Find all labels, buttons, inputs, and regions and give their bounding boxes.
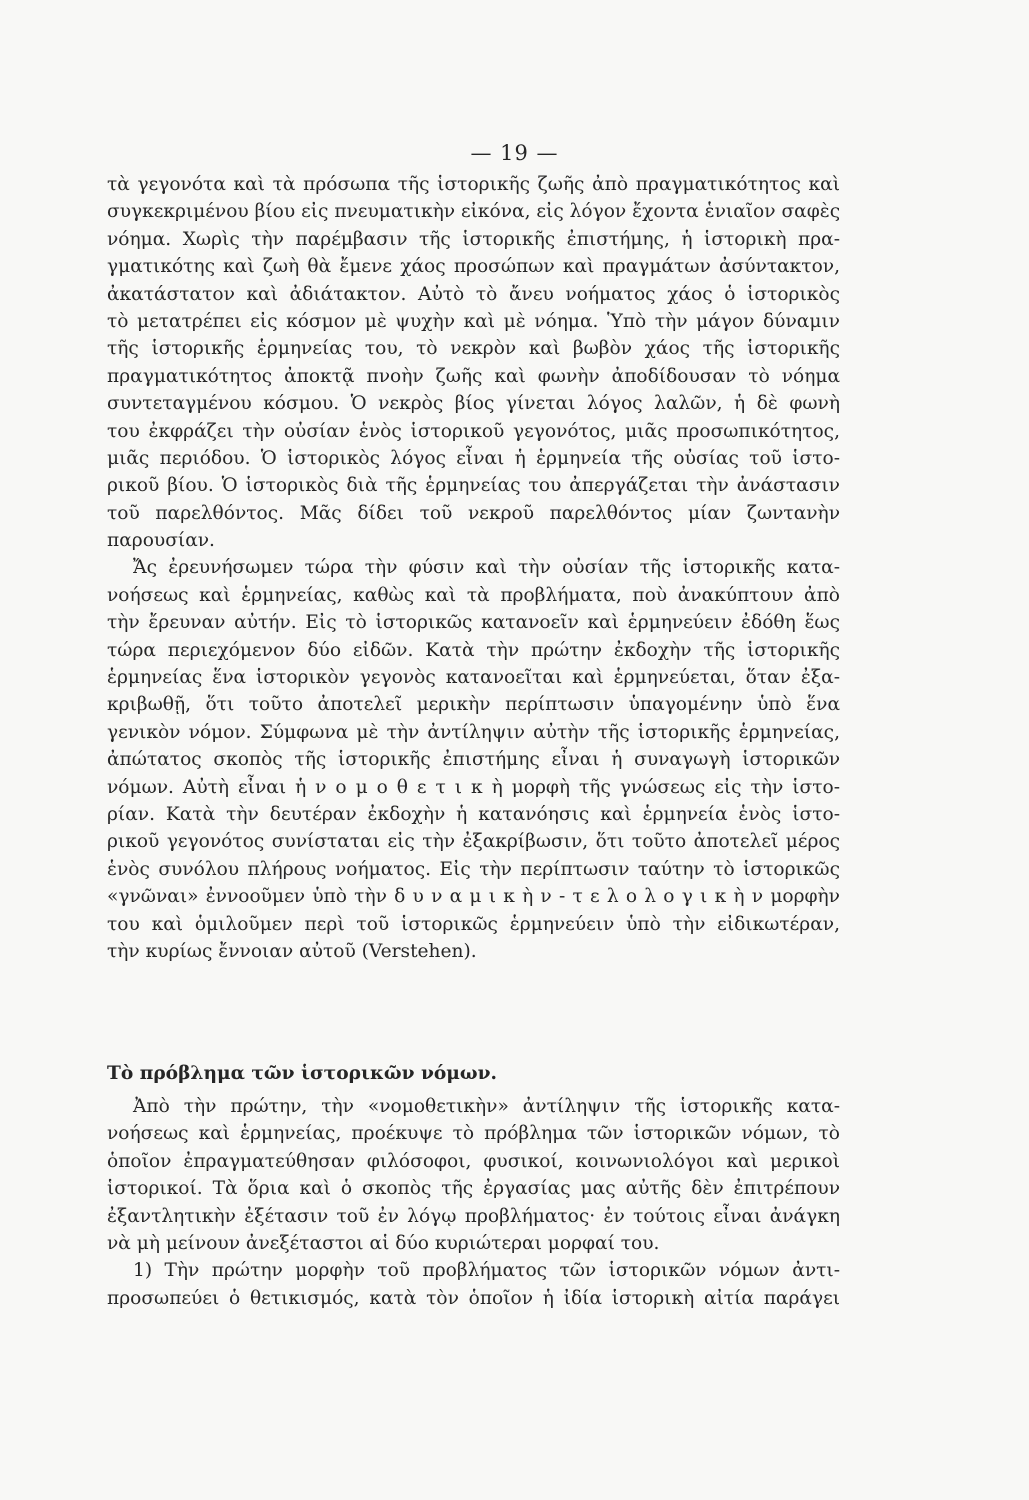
page-number: — 19 — bbox=[470, 141, 559, 165]
text-line: «γνῶναι» ἐννοοῦμεν ὑπὸ τὴν δ υ ν α μ ι κ ὴ ν - τ ε λ ο λ ο γ ι κ ὴ ν μορφὴν bbox=[107, 886, 840, 908]
text-line: Ἀπὸ τὴν πρώτην, τὴν «νομοθετικὴν» ἀντίληψιν τῆς ἱστορικῆς κατα- bbox=[133, 1096, 840, 1117]
text-line: νὰ μὴ μείνουν ἀνεξέταστοι αἱ δύο κυριώτεραι μορφαί του. bbox=[107, 1232, 660, 1254]
text-line: ρικοῦ βίου. Ὁ ἱστορικὸς διὰ τῆς ἑρμηνείας του ἀπεργάζεται τὴν ἀνάστασιν bbox=[107, 475, 840, 497]
text-line: τὸ μετατρέπει εἰς κόσμον μὲ ψυχὴν καὶ μὲ νόημα. Ὑπὸ τὴν μάγον δύναμιν bbox=[107, 310, 840, 332]
text-line: συγκεκριμένου βίου εἰς πνευματικὴν εἰκόνα, εἰς λόγον ἔχοντα ἑνιαῖον σαφὲς bbox=[107, 201, 841, 223]
text-line: ἑνὸς συνόλου πλήρους νοήματος. Εἰς τὴν περίπτωσιν ταύτην τὸ ἱστορικῶς bbox=[107, 858, 840, 880]
text-line: παρουσίαν. bbox=[107, 530, 215, 552]
text-line: τὴν ἔρευναν αὐτήν. Εἰς τὸ ἱστορικῶς κατανοεῖν καὶ ἑρμηνεύειν ἐδόθη ἕως bbox=[107, 612, 840, 634]
text-line: του ἐκφράζει τὴν οὐσίαν ἑνὸς ἱστορικοῦ γεγονότος, μιᾶς προσωπικότητος, bbox=[107, 420, 840, 442]
paragraphs-block-2 bbox=[107, 1093, 840, 1312]
paragraphs-block-1 bbox=[107, 171, 840, 965]
text-line: 1) Τὴν πρώτην μορφὴν τοῦ προβλήματος τῶν ἱστορικῶν νόμων ἀντι- bbox=[133, 1260, 840, 1282]
text-line: τοῦ παρελθόντος. Μᾶς δίδει τοῦ νεκροῦ παρελθόντος μίαν ζωντανὴν bbox=[107, 502, 840, 524]
text-line: κριβωθῇ, ὅτι τοῦτο ἀποτελεῖ μερικὴν περίπτωσιν ὑπαγομένην ὑπὸ ἕνα bbox=[107, 694, 840, 716]
text-line: τὰ γεγονότα καὶ τὰ πρόσωπα τῆς ἱστορικῆς ζωῆς ἀπὸ πραγματικότητος καὶ bbox=[107, 174, 840, 195]
text-line: γματικότης καὶ ζωὴ θὰ ἔμενε χάος προσώπων καὶ πραγμάτων ἀσύντακτον, bbox=[107, 256, 840, 278]
text-line: τώρα περιεχόμενον δύο εἰδῶν. Κατὰ τὴν πρώτην ἐκδοχὴν τῆς ἱστορικῆς bbox=[107, 639, 840, 661]
text-line: ἱστορικοί. Τὰ ὅρια καὶ ὁ σκοπὸς τῆς ἐργασίας μας αὐτῆς δὲν ἐπιτρέπουν bbox=[107, 1178, 840, 1200]
text-line: ρίαν. Κατὰ τὴν δευτέραν ἐκδοχὴν ἡ κατανόησις καὶ ἑρμηνεία ἑνὸς ἱστο- bbox=[107, 803, 840, 825]
text-line: ρικοῦ γεγονότος συνίσταται εἰς τὴν ἐξακρίβωσιν, ὅτι τοῦτο ἀποτελεῖ μέρος bbox=[107, 831, 840, 853]
text-line: νοήσεως καὶ ἑρμηνείας, καθὼς καὶ τὰ προβλήματα, ποὺ ἀνακύπτουν ἀπὸ bbox=[107, 584, 840, 606]
text-line: νόμων. Αὐτὴ εἶναι ἡ ν ο μ ο θ ε τ ι κ ὴ μορφὴ τῆς γνώσεως εἰς τὴν ἱστο- bbox=[107, 776, 840, 798]
text-line: προσωπεύει ὁ θετικισμός, κατὰ τὸν ὁποῖον ἡ ἰδία ἱστορικὴ αἰτία παράγει bbox=[107, 1287, 840, 1309]
text-line: Ἄς ἐρευνήσωμεν τώρα τὴν φύσιν καὶ τὴν οὐσίαν τῆς ἱστορικῆς κατα- bbox=[133, 557, 840, 579]
text-line: ἐξαντλητικὴν ἐξέτασιν τοῦ ἐν λόγῳ προβλήματος· ἐν τούτοις εἶναι ἀνάγκη bbox=[107, 1205, 840, 1227]
section-heading: Τὸ πρόβλημα τῶν ἱστορικῶν νόμων. bbox=[107, 1063, 497, 1084]
text-line: μιᾶς περιόδου. Ὁ ἱστορικὸς λόγος εἶναι ἡ ἑρμηνεία τῆς οὐσίας τοῦ ἱστο- bbox=[107, 447, 840, 469]
text-line: ἀκατάστατον καὶ ἀδιάτακτον. Αὐτὸ τὸ ἄνευ νοήματος χάος ὁ ἱστορικὸς bbox=[107, 283, 840, 305]
text-line: νοήσεως καὶ ἑρμηνείας, προέκυψε τὸ πρόβλημα τῶν ἱστορικῶν νόμων, τὸ bbox=[107, 1123, 840, 1145]
text-line: γενικὸν νόμον. Σύμφωνα μὲ τὴν ἀντίληψιν αὐτὴν τῆς ἱστορικῆς ἑρμηνείας, bbox=[107, 721, 840, 743]
text-line: πραγματικότητος ἀποκτᾷ πνοὴν ζωῆς καὶ φωνὴν ἀποδίδουσαν τὸ νόημα bbox=[107, 365, 840, 387]
text-line: νόημα. Χωρὶς τὴν παρέμβασιν τῆς ἱστορικῆς ἐπιστήμης, ἡ ἱστορικὴ πρα- bbox=[107, 228, 840, 250]
text-line: συντεταγμένου κόσμου. Ὁ νεκρὸς βίος γίνεται λόγος λαλῶν, ἡ δὲ φωνὴ bbox=[107, 393, 840, 415]
text-line: τὴν κυρίως ἔννοιαν αὐτοῦ (Verstehen). bbox=[107, 940, 477, 962]
text-line: του καὶ ὁμιλοῦμεν περὶ τοῦ ἱστορικῶς ἑρμηνεύειν ὑπὸ τὴν εἰδικωτέραν, bbox=[107, 913, 840, 935]
text-line: ἑρμηνείας ἕνα ἱστορικὸν γεγονὸς κατανοεῖται καὶ ἑρμηνεύεται, ὅταν ἐξα- bbox=[107, 667, 840, 689]
text-line: ἀπώτατος σκοπὸς τῆς ἱστορικῆς ἐπιστήμης εἶναι ἡ συναγωγὴ ἱστορικῶν bbox=[107, 749, 840, 771]
text-line: τῆς ἱστορικῆς ἑρμηνείας του, τὸ νεκρὸν καὶ βωβὸν χάος τῆς ἱστορικῆς bbox=[107, 338, 840, 360]
text-line: ὁποῖον ἐπραγματεύθησαν φιλόσοφοι, φυσικοί, κοινωνιολόγοι καὶ μερικοὶ bbox=[107, 1150, 840, 1172]
